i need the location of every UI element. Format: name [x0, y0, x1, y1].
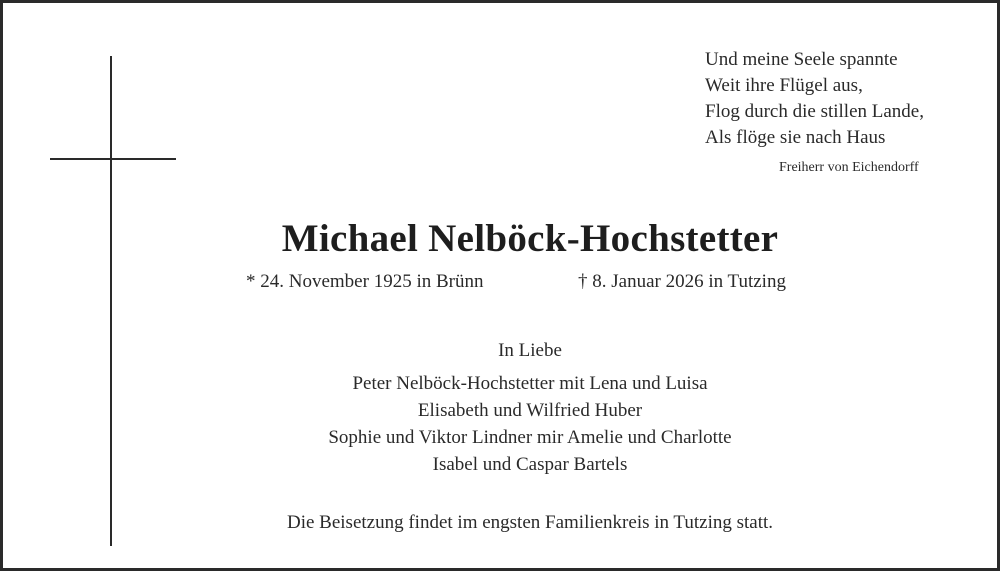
poem-line: Und meine Seele spannte [705, 49, 898, 70]
poem-line: Flog durch die stillen Lande, [705, 101, 924, 122]
mourner-line: Elisabeth und Wilfried Huber [417, 400, 643, 421]
funeral-note: Die Beisetzung findet im engsten Familienkreis in Tutzing statt. [286, 512, 774, 533]
poem [705, 47, 924, 151]
cross-icon-bar [50, 158, 176, 160]
mourner-line: Peter Nelböck-Hochstetter mit Lena und Luisa [352, 373, 708, 394]
deceased-name: Michael Nelböck-Hochstetter [281, 217, 779, 260]
mourner-line: Sophie und Viktor Lindner mir Amelie und Charlotte [328, 427, 732, 448]
poem-line: Weit ihre Flügel aus, [705, 75, 863, 96]
mourners-intro: In Liebe [498, 340, 562, 361]
death-date: † 8. Januar 2026 in Tutzing [578, 271, 786, 292]
birth-date: * 24. November 1925 in Brünn [246, 271, 484, 292]
poem-line: Als flöge sie nach Haus [705, 127, 886, 148]
poem-author: Freiherr von Eichendorff [779, 160, 919, 175]
mourner-line: Isabel und Caspar Bartels [432, 454, 628, 475]
